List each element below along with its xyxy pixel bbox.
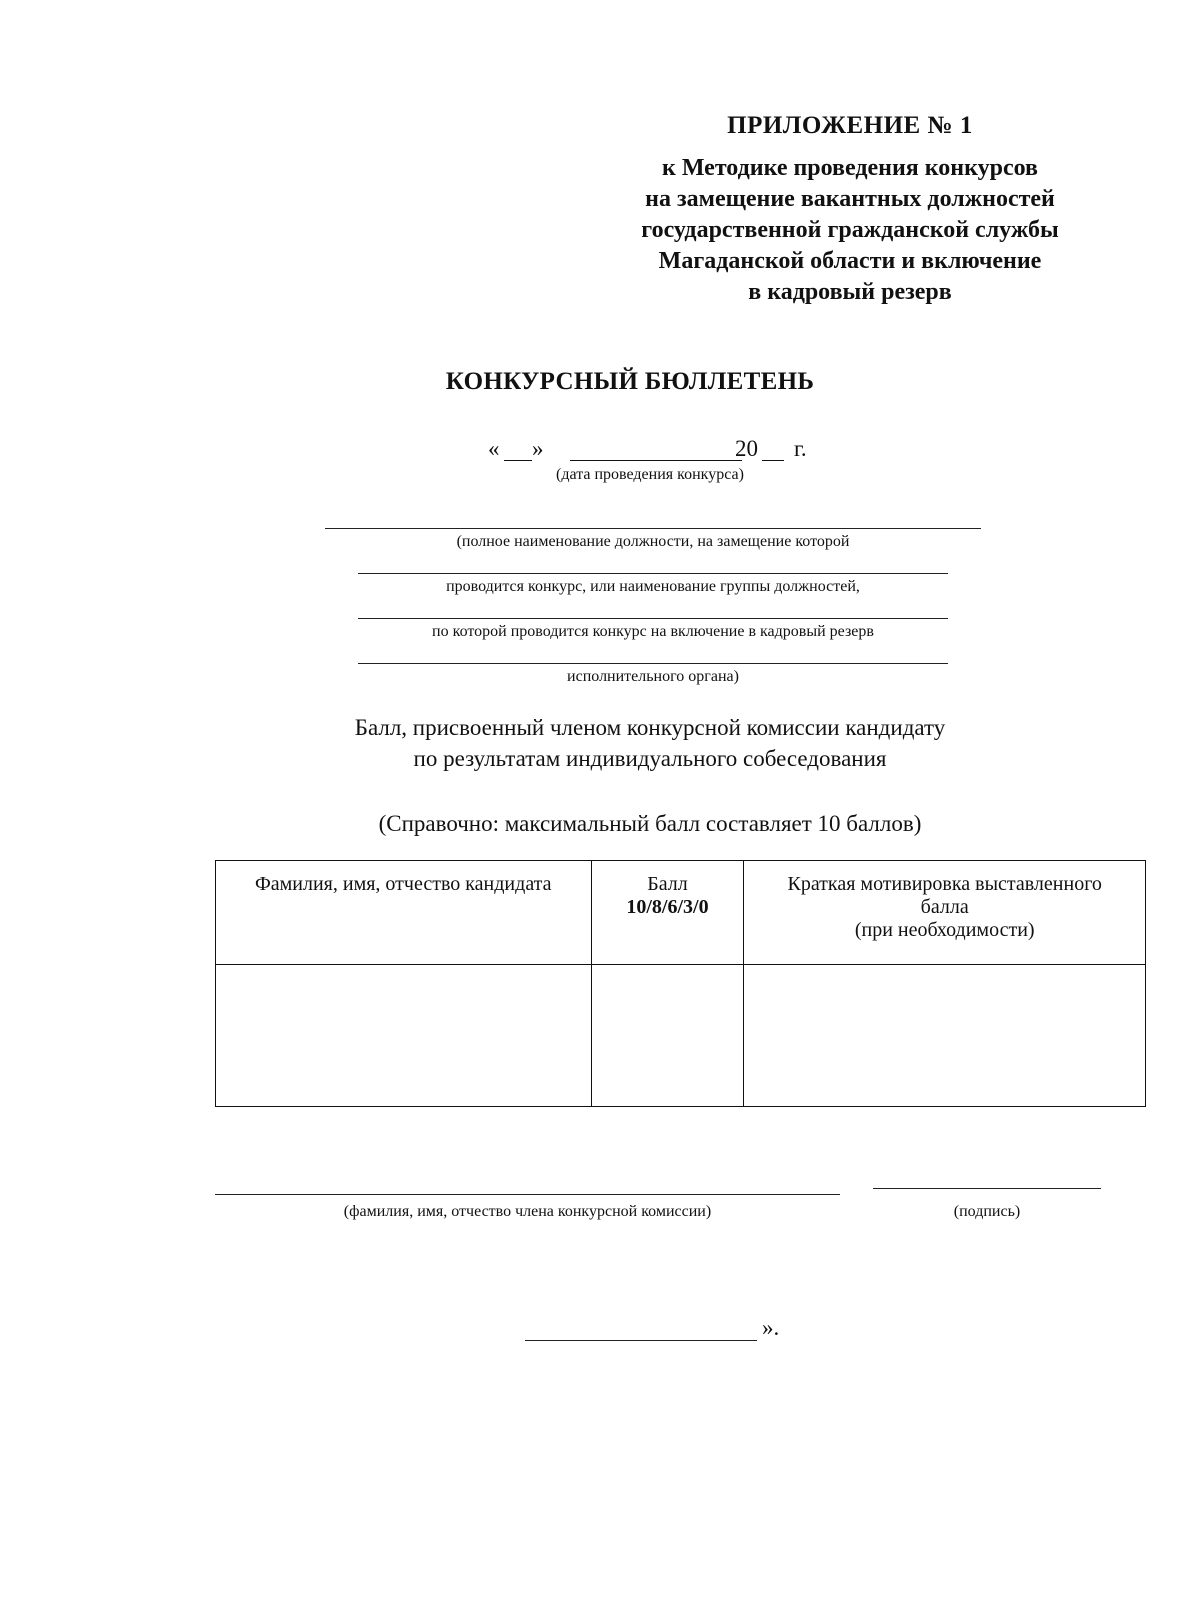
- header-candidate: Фамилия, имя, отчество кандидата: [216, 861, 592, 965]
- appendix-subtitle-line: на замещение вакантных должностей: [645, 186, 1055, 212]
- cell-candidate[interactable]: [216, 965, 592, 1107]
- appendix-subtitle: [580, 153, 1120, 308]
- year-suffix: г.: [794, 436, 807, 461]
- header-score-scale: 10/8/6/3/0: [626, 896, 709, 918]
- table-row: [216, 965, 1146, 1107]
- appendix-subtitle-line: государственной гражданской службы: [641, 217, 1059, 243]
- header-motivation-line: (при необходимости): [854, 919, 1035, 941]
- month-blank: [570, 460, 742, 461]
- score-table: [215, 860, 1146, 1107]
- score-heading: [250, 712, 1050, 774]
- header-score-label: Балл: [647, 873, 688, 895]
- reference-note: (Справочно: максимальный балл составляет 10 баллов): [378, 811, 922, 836]
- member-name-line: [215, 1194, 840, 1195]
- cell-motivation[interactable]: [744, 965, 1146, 1107]
- member-caption: (фамилия, имя, отчество члена конкурсной комиссии): [343, 1203, 712, 1220]
- header-motivation: [744, 861, 1146, 965]
- position-caption: исполнительного органа): [567, 668, 739, 685]
- quote-close: »: [532, 436, 544, 461]
- date-line: [480, 436, 820, 466]
- quote-open: «: [488, 436, 500, 461]
- day-blank: [504, 460, 532, 461]
- signature-line: [873, 1188, 1101, 1189]
- cell-score[interactable]: [591, 965, 744, 1107]
- appendix-subtitle-line: к Методике проведения конкурсов: [662, 155, 1038, 181]
- year-blank: [762, 460, 784, 461]
- header-motivation-line: балла: [920, 896, 969, 918]
- signature-caption: (подпись): [953, 1203, 1021, 1220]
- table-header-row: [216, 861, 1146, 965]
- score-heading-line: Балл, присвоенный членом конкурсной комиссии кандидату: [354, 715, 946, 740]
- closing-blank-line: [525, 1340, 757, 1341]
- ballot-title: КОНКУРСНЫЙ БЮЛЛЕТЕНЬ: [445, 368, 815, 395]
- position-line: [358, 663, 948, 664]
- header-motivation-line: Краткая мотивировка выставленного: [787, 873, 1102, 895]
- date-caption: (дата проведения конкурса): [556, 466, 744, 483]
- position-caption: проводится конкурс, или наименование группы должностей,: [446, 578, 860, 595]
- closing-text: ».: [762, 1315, 780, 1340]
- position-caption: (полное наименование должности, на замещение которой: [456, 533, 850, 550]
- position-caption: по которой проводится конкурс на включение в кадровый резерв: [432, 623, 874, 640]
- position-line: [358, 573, 948, 574]
- score-heading-line: по результатам индивидуального собеседования: [413, 746, 887, 771]
- position-line: [358, 618, 948, 619]
- year-prefix: 20: [735, 436, 758, 461]
- appendix-title: ПРИЛОЖЕНИЕ № 1: [727, 112, 973, 139]
- appendix-subtitle-line: Магаданской области и включение: [658, 248, 1042, 274]
- appendix-subtitle-line: в кадровый резерв: [748, 279, 952, 305]
- header-score: [591, 861, 744, 965]
- position-line: [325, 528, 981, 529]
